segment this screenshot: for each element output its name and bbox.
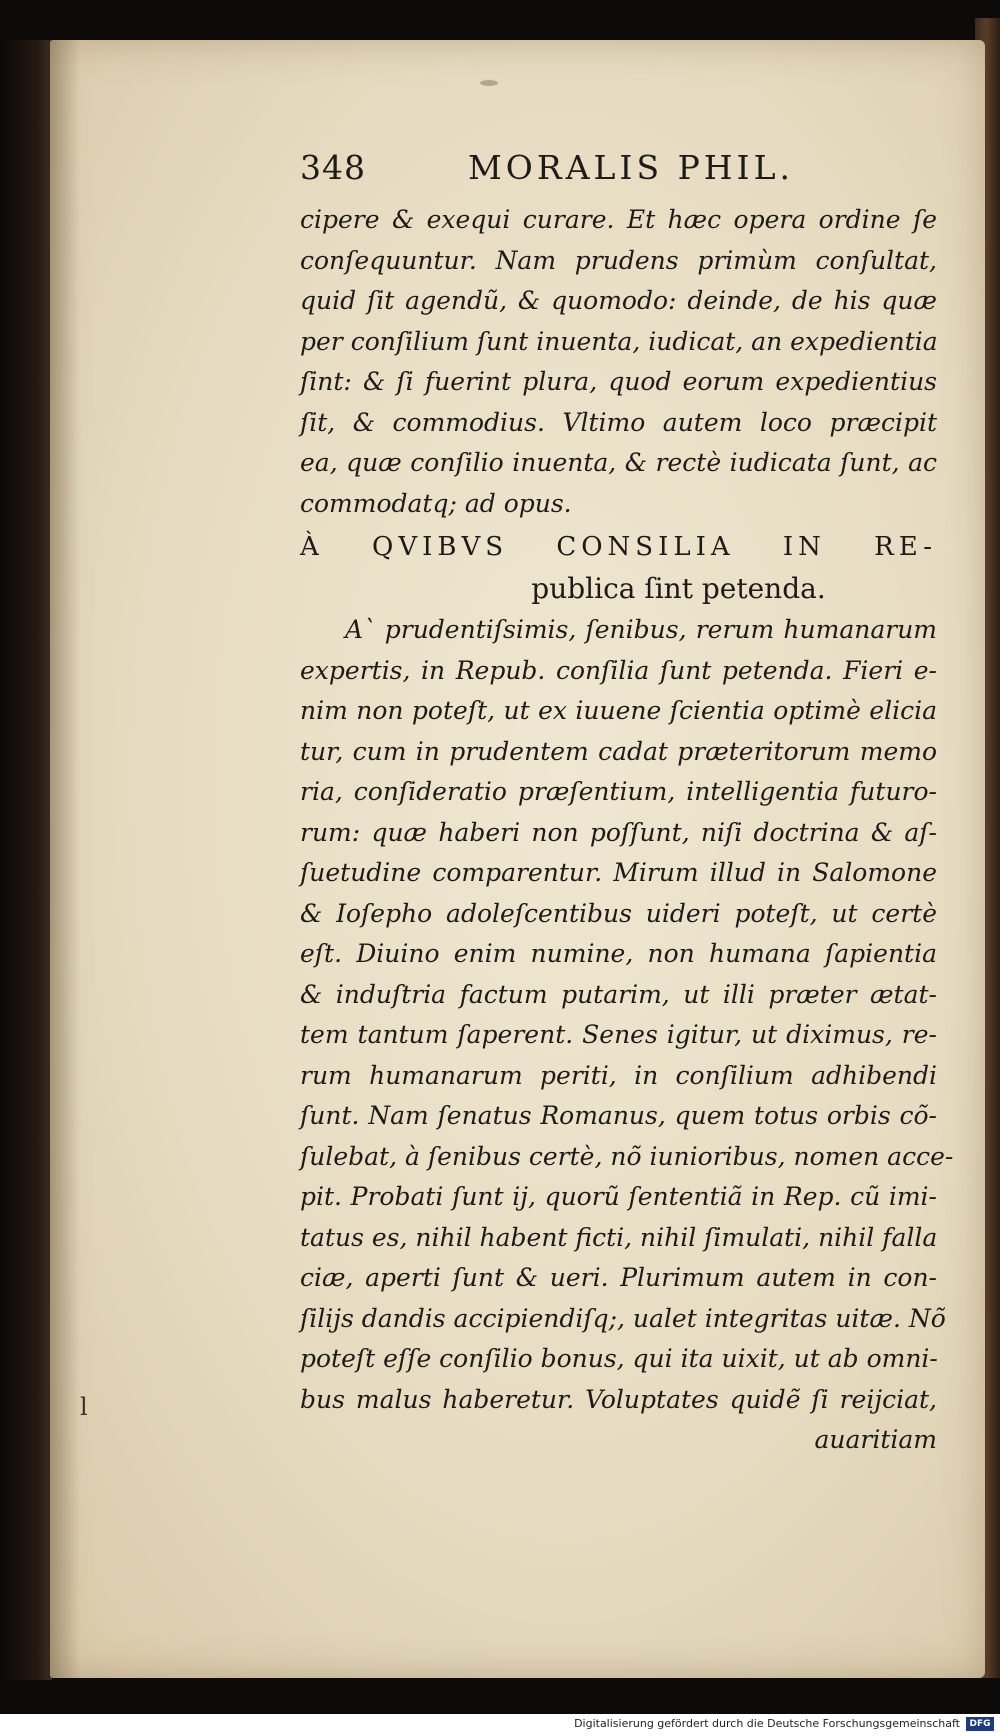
text-line: rum humanarum periti, in conſilium adhibendi (300, 1060, 937, 1090)
text-line: A` prudentiſsimis, ſenibus, rerum humanarum (345, 615, 937, 644)
page-number: 348 (300, 148, 366, 187)
running-head: MORALIS PHIL. (468, 148, 794, 187)
gutter-shadow (50, 40, 80, 1678)
ink-smudge (480, 80, 498, 86)
text-line: ria, conſideratio præſentium, intelligentia futuro- (300, 777, 937, 806)
paragraph-2 (300, 610, 954, 1461)
page-text (300, 148, 954, 1461)
text-line: ſulebat, à ſenibus certè, nõ iunioribus, nomen acce- (300, 1141, 954, 1171)
text-line: tem tantum ſaperent. Senes igitur, ut diximus, re- (300, 1020, 937, 1049)
text-line: eſt. Diuino enim numine, non humana ſapientia (300, 939, 937, 968)
digitization-footer (0, 1714, 1000, 1736)
funding-credit: Digitalisierung gefördert durch die Deutsche Forschungsgemeinschaft (574, 1717, 960, 1730)
text-line: & induſtria factum putarim, ut illi præter ætat- (300, 979, 937, 1009)
text-line: pit. Probati ſunt ij, quorũ ſententiã in Rep. cũ imi- (300, 1182, 937, 1211)
text-line: cipere & exequi curare. Et hæc opera ordine ſe (300, 205, 937, 234)
text-line: ſint: & ſi fuerint plura, quod eorum expedientius (300, 367, 937, 396)
text-line: commodatq; ad opus. (300, 488, 572, 518)
text-line: poteſt eſſe conſilio bonus, qui ita uixit, ut ab omni- (300, 1344, 938, 1373)
heading-line-2: publica ſint petenda. (531, 572, 826, 605)
margin-mark: l (80, 1393, 88, 1421)
paragraph-1 (300, 200, 937, 524)
heading-line-1: À QVIBVS CONSILIA IN RE- (300, 532, 937, 562)
text-line: ciæ, aperti ſunt & ueri. Plurimum autem in con- (300, 1263, 937, 1292)
section-heading (300, 526, 937, 610)
text-line: & Ioſepho adoleſcentibus uideri poteſt, ut certè (300, 898, 937, 928)
text-line: ſunt. Nam ſenatus Romanus, quem totus orbis cõ- (300, 1101, 937, 1130)
text-line: conſequuntur. Nam prudens primùm conſultat, (300, 245, 937, 275)
text-line: rum: quæ haberi non poſſunt, niſi doctrina & aſ- (300, 817, 937, 847)
text-line: ſuetudine comparentur. Mirum illud in Salomone (300, 858, 937, 887)
text-line: tatus es, nihil habent ficti, nihil ſimulati, nihil falla (300, 1222, 938, 1252)
text-line: quid ſit agendũ, & quomodo: deinde, de his quæ (300, 286, 937, 315)
text-line: ea, quæ conſilio inuenta, & rectè iudicata ſunt, ac (300, 448, 937, 477)
text-line: ſit, & commodius. Vltimo autem loco præcipit (300, 407, 937, 437)
text-line: expertis, in Repub. conſilia ſunt petenda. Fieri e- (300, 655, 937, 685)
catchword: auaritiam (814, 1425, 937, 1454)
text-line: ſilijs dandis accipiendiſq;, ualet integritas uitæ. Nõ (300, 1303, 946, 1333)
page-header (300, 148, 937, 200)
text-line: bus malus haberetur. Voluptates quidẽ ſi reijciat, (300, 1384, 937, 1414)
text-line: tur, cum in prudentem cadat præteritorum memo (300, 736, 937, 766)
dfg-logo-icon: DFG (966, 1717, 994, 1731)
text-line: per conſilium ſunt inuenta, iudicat, an expedientia (300, 326, 938, 356)
binding-edge-left (0, 40, 52, 1680)
text-line: nim non poteſt, ut ex iuuene ſcientia optimè elicia (300, 696, 937, 725)
